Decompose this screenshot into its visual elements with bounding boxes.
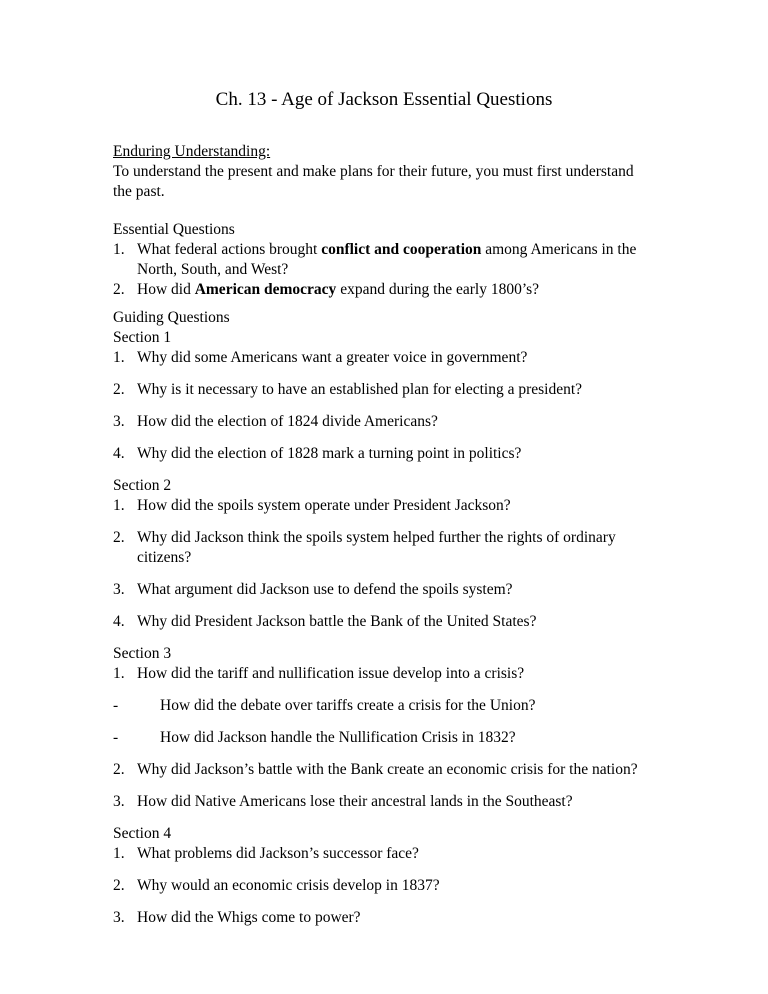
list-marker: 2. bbox=[113, 761, 125, 778]
guiding-questions-heading: Guiding Questions bbox=[113, 309, 230, 326]
guiding-question bbox=[113, 444, 655, 464]
question-text-bold: conflict and cooperation bbox=[321, 241, 482, 258]
guiding-question-text: How did the spoils system operate under President Jackson? bbox=[137, 497, 511, 514]
essential-question-text bbox=[137, 240, 655, 280]
essential-question bbox=[113, 280, 655, 300]
guiding-question bbox=[113, 792, 655, 812]
section-title: Section 2 bbox=[113, 477, 172, 494]
list-marker: 3. bbox=[113, 581, 125, 598]
list-marker: 4. bbox=[113, 445, 125, 462]
guiding-question bbox=[113, 348, 655, 368]
list-marker: 1. bbox=[113, 665, 125, 682]
guiding-question bbox=[113, 380, 655, 400]
guiding-question bbox=[113, 580, 655, 600]
list-marker: 3. bbox=[113, 413, 125, 430]
list-marker: 2. bbox=[113, 381, 125, 398]
enduring-understanding-heading: Enduring Understanding: bbox=[113, 143, 271, 160]
list-marker: 2. bbox=[113, 877, 125, 894]
guiding-question-text: Why did Jackson’s battle with the Bank create an economic crisis for the nation? bbox=[137, 761, 638, 778]
dash-marker: - bbox=[113, 697, 119, 714]
guiding-question-text: Why would an economic crisis develop in 1837? bbox=[137, 877, 440, 894]
guiding-question-text: Why did Jackson think the spoils system helped further the rights of ordinary citizens? bbox=[137, 529, 616, 566]
guiding-question-text: What argument did Jackson use to defend the spoils system? bbox=[137, 581, 513, 598]
question-text-segment: How did bbox=[137, 281, 195, 298]
question-text-segment: among Americans in the North, South, and West? bbox=[137, 241, 637, 278]
enduring-understanding-text: To understand the present and make plans for their future, you must first understand the past. bbox=[113, 163, 634, 200]
guiding-question-text: Why did some Americans want a greater voice in government? bbox=[137, 349, 528, 366]
essential-question-text bbox=[137, 280, 655, 300]
guiding-question-text: What problems did Jackson’s successor face? bbox=[137, 845, 419, 862]
guiding-question-text: How did Jackson handle the Nullification Crisis in 1832? bbox=[160, 729, 516, 746]
list-marker: 4. bbox=[113, 613, 125, 630]
guiding-question bbox=[113, 760, 655, 780]
guiding-question bbox=[113, 844, 655, 864]
guiding-question bbox=[113, 664, 655, 684]
guiding-question-text: How did the Whigs come to power? bbox=[137, 909, 361, 926]
list-marker: 2. bbox=[113, 529, 125, 546]
guiding-sub-question bbox=[113, 696, 655, 716]
question-text-segment: What federal actions brought bbox=[137, 241, 322, 258]
guiding-question bbox=[113, 412, 655, 432]
list-marker: 3. bbox=[113, 909, 125, 926]
guiding-question bbox=[113, 496, 655, 516]
list-marker: 1. bbox=[113, 349, 125, 366]
guiding-question-text: How did the election of 1824 divide Americans? bbox=[137, 413, 438, 430]
question-text-segment: expand during the early 1800’s? bbox=[336, 281, 540, 298]
question-text-bold: American democracy bbox=[194, 281, 337, 298]
guiding-question-text: How did the tariff and nullification issue develop into a crisis? bbox=[137, 665, 525, 682]
essential-question bbox=[113, 240, 655, 280]
list-marker: 2. bbox=[113, 281, 125, 298]
guiding-question bbox=[113, 876, 655, 896]
guiding-question-text: How did the debate over tariffs create a crisis for the Union? bbox=[160, 697, 536, 714]
section-title: Section 3 bbox=[113, 645, 172, 662]
guiding-question-text: Why is it necessary to have an established plan for electing a president? bbox=[137, 381, 583, 398]
guiding-sub-question bbox=[113, 728, 655, 748]
guiding-question bbox=[113, 528, 655, 568]
list-marker: 3. bbox=[113, 793, 125, 810]
section-title: Section 4 bbox=[113, 825, 172, 842]
section-title: Section 1 bbox=[113, 329, 172, 346]
guiding-question-text: Why did President Jackson battle the Bank of the United States? bbox=[137, 613, 537, 630]
dash-marker: - bbox=[113, 729, 119, 746]
list-marker: 1. bbox=[113, 241, 125, 258]
page-title: Ch. 13 - Age of Jackson Essential Questions bbox=[215, 89, 553, 110]
essential-questions-heading: Essential Questions bbox=[113, 221, 235, 238]
list-marker: 1. bbox=[113, 845, 125, 862]
guiding-question-text: How did Native Americans lose their ancestral lands in the Southeast? bbox=[137, 793, 573, 810]
guiding-question bbox=[113, 908, 655, 928]
guiding-question-text: Why did the election of 1828 mark a turning point in politics? bbox=[137, 445, 522, 462]
guiding-question bbox=[113, 612, 655, 632]
list-marker: 1. bbox=[113, 497, 125, 514]
